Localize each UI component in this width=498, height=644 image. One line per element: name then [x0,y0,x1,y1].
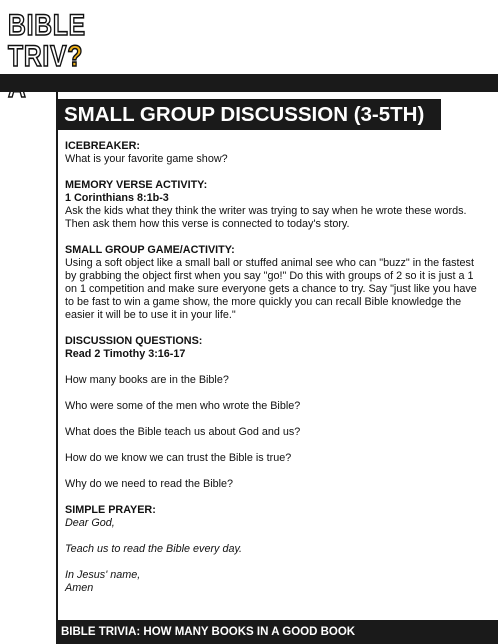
title-banner [56,99,441,130]
logo-line-2-start: TRIV [8,40,68,73]
footer-title: BIBLE TRIVIA: HOW MANY BOOKS IN A GOOD BOOK [61,626,356,638]
discussion-question: Who were some of the men who wrote the Bible? [65,400,301,412]
game-line: by grabbing the object first when you say "go!" Do this with groups of 2 so it is just a 1 [65,270,474,282]
memory-verse-text-2: Then ask them how this verse is connected to today's story. [65,218,350,230]
prayer-body: Teach us to read the Bible every day. [65,543,243,555]
memory-verse-text-1: Ask the kids what they think the writer was trying to say when he wrote these words. [65,205,467,217]
prayer-heading: SIMPLE PRAYER: [65,504,156,516]
footer-bar [56,620,498,644]
game-line: Using a soft object like a small ball or stuffed animal see who can "buzz" in the fastest [65,257,474,269]
prayer-opening: Dear God, [65,517,115,529]
header-bar [0,74,498,92]
logo-line-2 [8,41,92,103]
prayer-closing: In Jesus' name, [65,569,141,581]
page-title: SMALL GROUP DISCUSSION (3-5TH) [64,102,425,126]
game-heading: SMALL GROUP GAME/ACTIVITY: [65,244,235,256]
icebreaker-heading: ICEBREAKER: [65,140,140,152]
worksheet-content [65,140,483,595]
discussion-question: How do we know we can trust the Bible is true? [65,452,292,464]
game-line: on 1 competition and make sure everyone gets a chance to try. Say "just like you have [65,283,477,295]
discussion-question: What does the Bible teach us about God and us? [65,426,301,438]
prayer-amen: Amen [65,582,94,594]
game-line: to be fast to win a game show, the more quickly you can recall Bible knowledge the [65,296,462,308]
logo-question-mark: ? [67,40,84,73]
bible-trivia-logo [8,10,110,76]
discussion-question: Why do we need to read the Bible? [65,478,234,490]
memory-verse-heading: MEMORY VERSE ACTIVITY: [65,179,208,191]
logo-line-1: BIBLE [8,9,86,42]
discussion-question: How many books are in the Bible? [65,374,229,386]
icebreaker-text: What is your favorite game show? [65,153,228,165]
discussion-reading: Read 2 Timothy 3:16-17 [65,348,186,360]
discussion-heading: DISCUSSION QUESTIONS: [65,335,203,347]
game-line: easier it will be to use it in your life." [65,309,236,321]
left-margin-rule [56,88,58,620]
memory-verse-reference: 1 Corinthians 8:1b-3 [65,192,169,204]
